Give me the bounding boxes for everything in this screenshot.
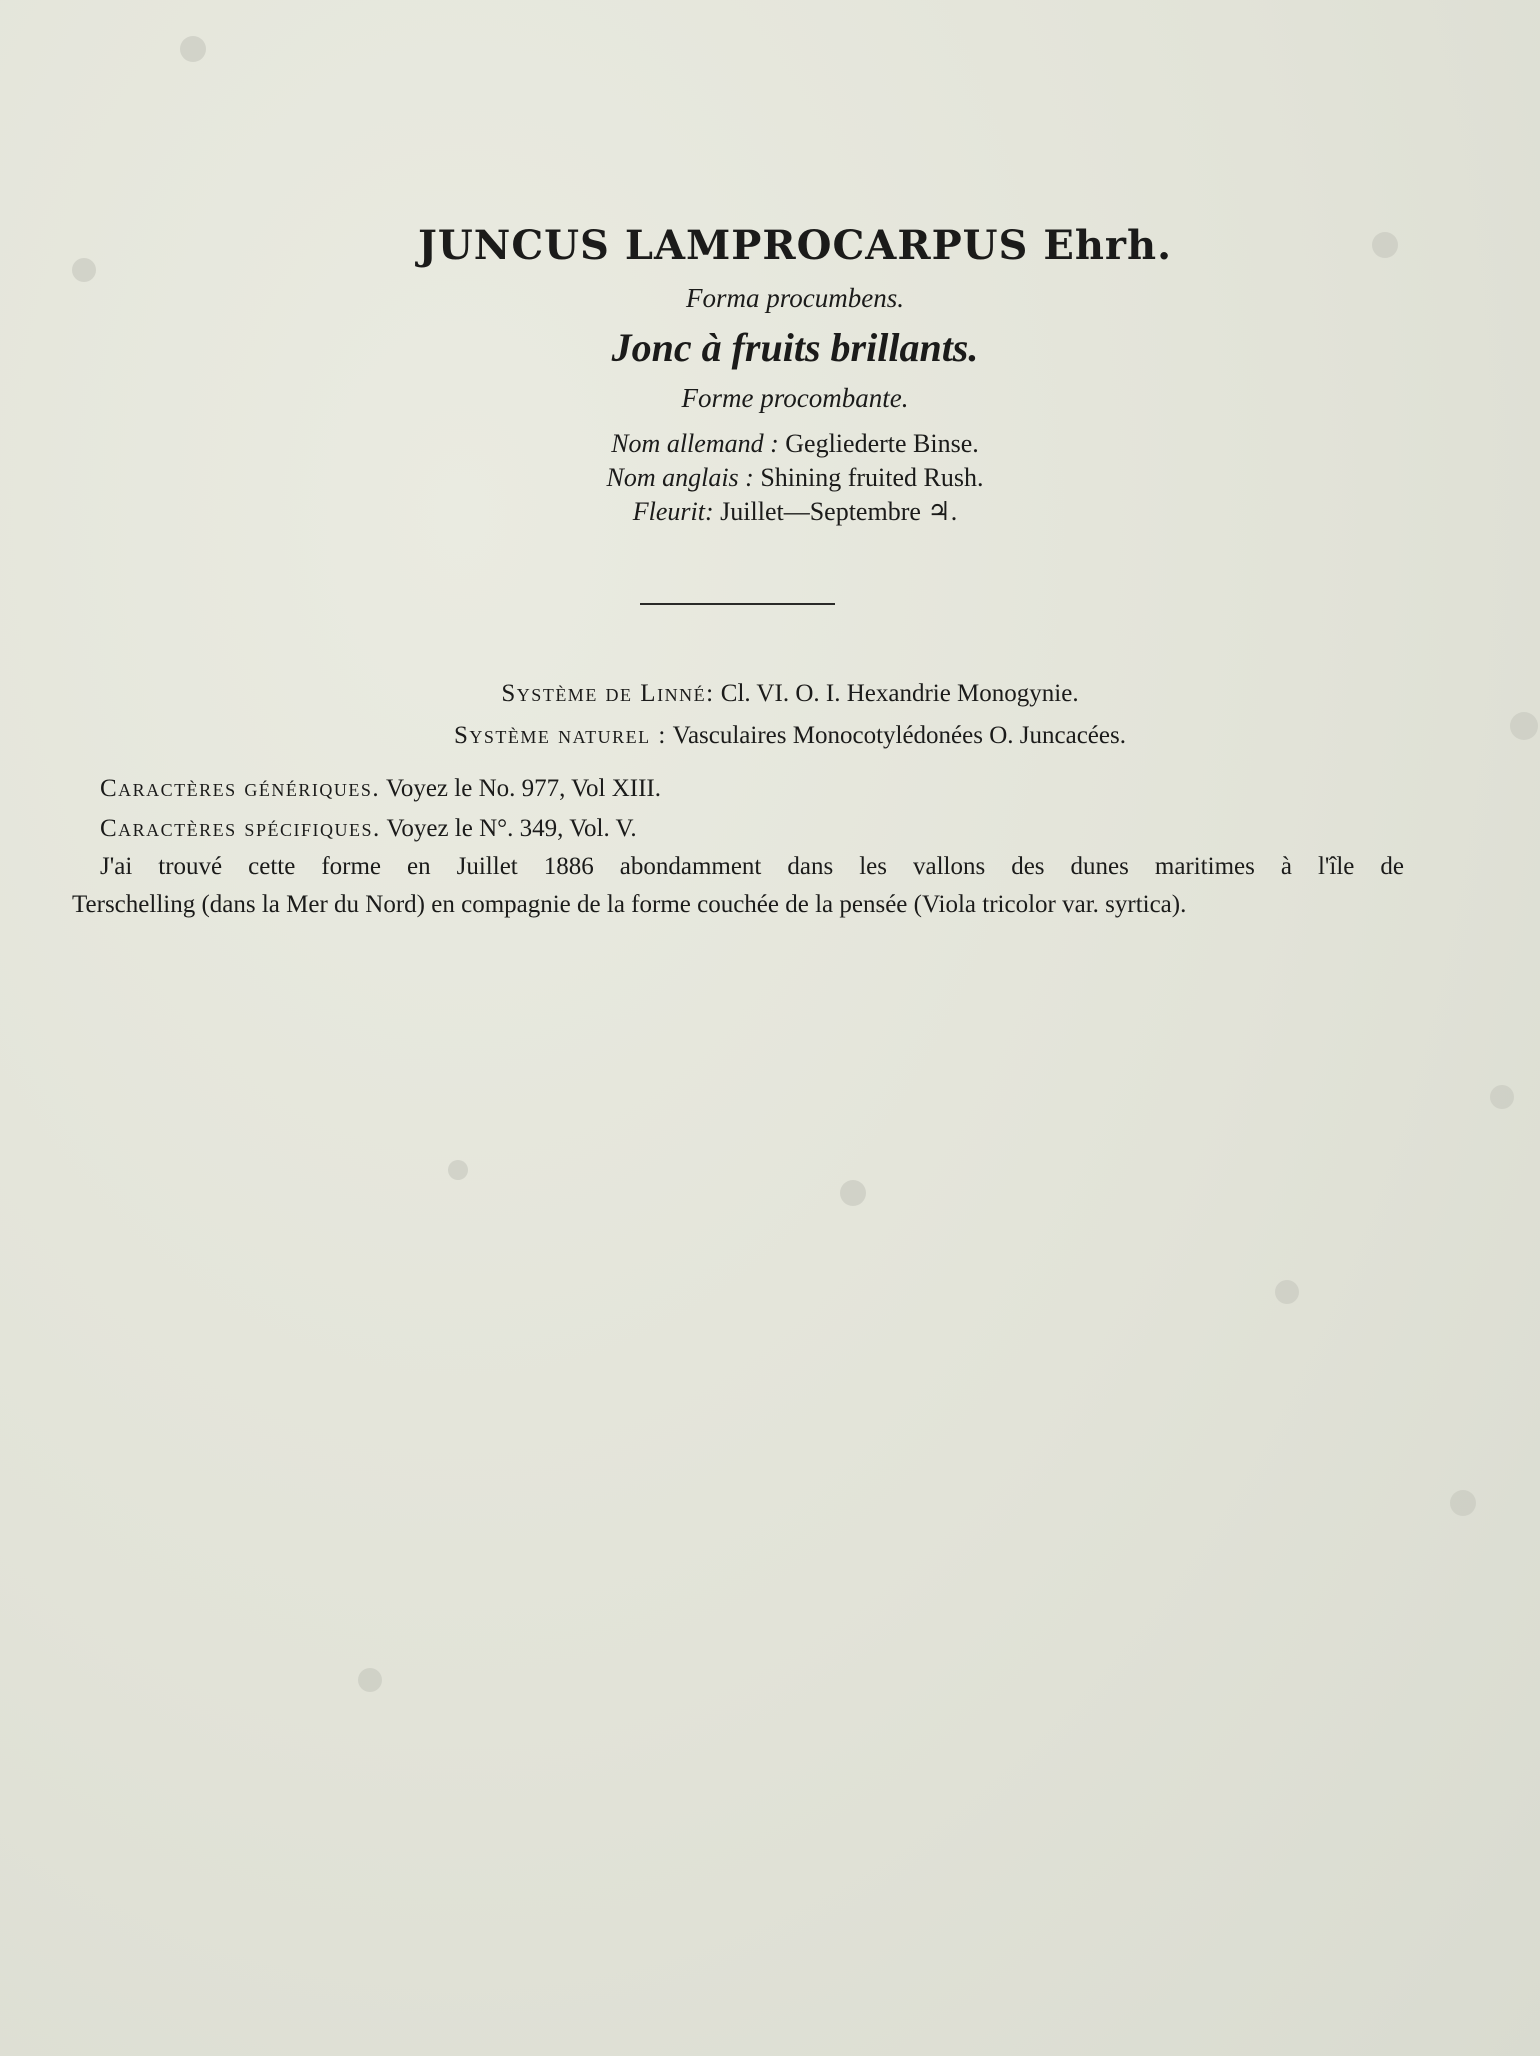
linne-system-value: Cl. VI. O. I. Hexandrie Monogynie. xyxy=(720,680,1079,707)
paper-spot xyxy=(358,1668,382,1692)
specific-characters-label: Caractères spécifiques. xyxy=(100,815,381,842)
english-name-label: Nom anglais : xyxy=(606,463,754,492)
plate-header xyxy=(0,222,1540,528)
paper-spot xyxy=(180,36,206,62)
species-title: JUNCUS LAMPROCARPUS Ehrh. xyxy=(417,222,1173,269)
german-name-label: Nom allemand : xyxy=(611,429,779,458)
specific-characters-value: Voyez le N°. 349, Vol. V. xyxy=(386,815,637,842)
divider-rule xyxy=(640,603,835,605)
german-name-value: Gegliederte Binse. xyxy=(785,429,979,458)
english-name-value: Shining fruited Rush. xyxy=(760,463,984,492)
generic-characters-label: Caractères génériques. xyxy=(100,775,381,802)
generic-characters-line xyxy=(100,770,1436,808)
specific-characters-line xyxy=(100,810,1436,848)
natural-system-line xyxy=(20,722,1540,750)
linne-system-line xyxy=(20,680,1540,708)
french-form: Forme procombante. xyxy=(681,383,909,413)
natural-system-value: Vasculaires Monocotylédonées O. Juncacées. xyxy=(672,722,1126,749)
paper-spot xyxy=(840,1180,866,1206)
natural-system-label: Système naturel : xyxy=(454,722,667,749)
flowering-line xyxy=(50,496,1540,528)
paper-spot xyxy=(1490,1085,1514,1109)
paper-spot xyxy=(1275,1280,1299,1304)
paper-spot xyxy=(1450,1490,1476,1516)
paper-spot xyxy=(448,1160,468,1180)
french-common-name: Jonc à fruits brillants. xyxy=(611,325,979,370)
note-line-1: J'ai trouvé cette forme en Juillet 1886 abondamment dans les vallons des dunes maritimes à l'île de xyxy=(100,853,1404,880)
flowering-value: Juillet—Septembre ♃. xyxy=(720,497,958,526)
note-line-2: Terschelling (dans la Mer du Nord) en compagnie de la forme couchée de la pensée (Viola tricolor var. syrtica). xyxy=(72,891,1187,918)
english-name-line xyxy=(50,462,1540,494)
linne-system-label: Système de Linné: xyxy=(501,680,715,707)
generic-characters-value: Voyez le No. 977, Vol XIII. xyxy=(386,775,661,802)
flowering-label: Fleurit: xyxy=(632,497,714,526)
german-name-line xyxy=(50,428,1540,460)
latin-form: Forma procumbens. xyxy=(686,283,904,313)
